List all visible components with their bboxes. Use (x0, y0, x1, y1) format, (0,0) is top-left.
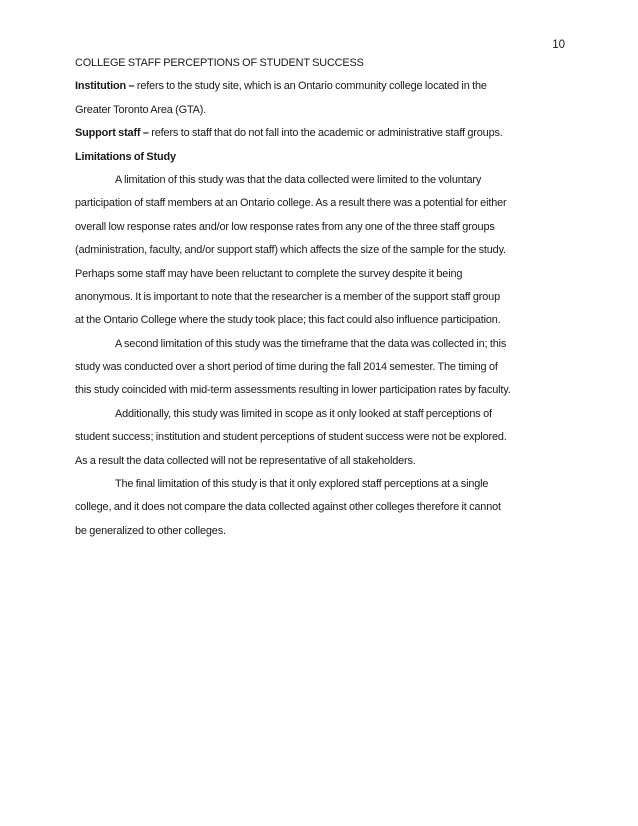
paragraph-line: at the Ontario College where the study took place; this fact could also influence participation. (75, 314, 501, 327)
paragraph-line: Perhaps some staff may have been reluctant to complete the survey despite it being (75, 267, 463, 280)
definition-support-staff (75, 122, 575, 145)
definition-line (75, 75, 575, 98)
paragraph-line: student success; institution and student perceptions of student success were not be explored. (75, 431, 507, 444)
paragraph-4 (75, 473, 575, 543)
paragraph-line: A second limitation of this study was the timeframe that the data was collected in; this (115, 337, 507, 350)
paragraph-line: be generalized to other colleges. (75, 524, 226, 537)
paragraph-line: college, and it does not compare the data collected against other colleges therefore it cannot (75, 501, 501, 514)
definition-text: refers to staff that do not fall into the academic or administrative staff groups. (151, 127, 503, 140)
paragraph-line: (administration, faculty, and/or support staff) which affects the size of the sample for the study. (75, 244, 506, 257)
paragraph-2 (75, 333, 575, 403)
paragraph-line: The final limitation of this study is that it only explored staff perceptions at a single (115, 478, 489, 491)
paragraph-3 (75, 403, 575, 473)
running-head: COLLEGE STAFF PERCEPTIONS OF STUDENT SUCCESS (75, 57, 364, 69)
paragraph-line: this study coincided with mid-term assessments resulting in lower participation rates by faculty. (75, 384, 511, 397)
paragraph-line: As a result the data collected will not be representative of all stakeholders. (75, 454, 416, 467)
paragraph-line: anonymous. It is important to note that the researcher is a member of the support staff group (75, 290, 500, 303)
paragraph-line: participation of staff members at an Ontario college. As a result there was a potential for either (75, 197, 507, 210)
definition-term: Institution – (75, 80, 135, 93)
body-text (75, 52, 575, 543)
page-number: 10 (552, 39, 565, 51)
definition-institution (75, 75, 575, 122)
definition-term: Support staff – (75, 127, 149, 140)
paragraph-line: Additionally, this study was limited in scope as it only looked at staff perceptions of (115, 407, 492, 420)
paragraph-1 (75, 169, 575, 333)
definition-line (75, 122, 575, 145)
paragraph-line: overall low response rates and/or low response rates from any one of the three staff groups (75, 220, 495, 233)
definition-text: refers to the study site, which is an Ontario community college located in the (136, 80, 487, 93)
definition-line: Greater Toronto Area (GTA). (75, 103, 207, 116)
paragraph-line: study was conducted over a short period of time during the fall 2014 semester. The timing of (75, 361, 498, 374)
paragraph-line: A limitation of this study was that the data collected were limited to the voluntary (115, 173, 482, 186)
section-heading: Limitations of Study (75, 150, 176, 163)
